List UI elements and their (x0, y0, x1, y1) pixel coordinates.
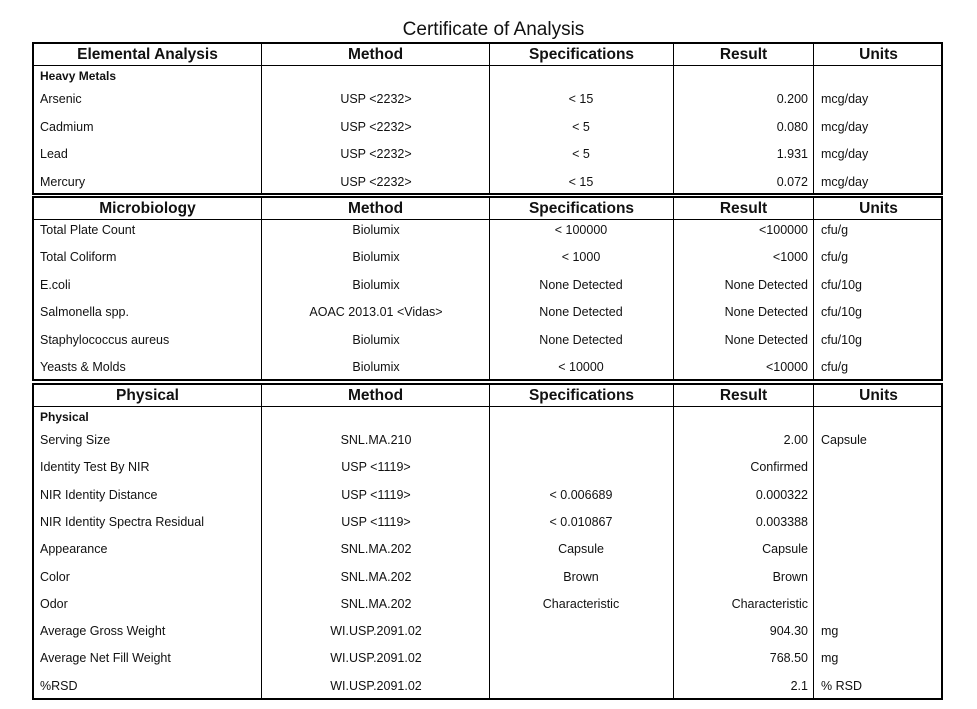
specification-cell: Capsule (558, 542, 604, 557)
units-column-header: Units (859, 46, 898, 63)
units-column-header: Units (859, 387, 898, 404)
result-cell: 0.003388 (755, 514, 808, 529)
analyte-name: Color (40, 569, 70, 584)
specification-cell: Brown (563, 569, 599, 584)
result-column-header: Result (719, 46, 768, 63)
document-title: Certificate of Analysis (402, 19, 585, 40)
units-cell: mg (821, 624, 839, 639)
specification-cell: < 1000 (561, 250, 601, 265)
result-cell: <10000 (765, 360, 808, 374)
result-cell: Capsule (762, 542, 808, 557)
method-cell: USP <2232> (340, 119, 412, 134)
analyte-name: Yeasts & Molds (40, 360, 126, 374)
result-cell: Brown (772, 569, 808, 584)
units-cell: cfu/g (821, 250, 849, 265)
units-column-header: Units (859, 200, 898, 217)
specification-cell: < 0.006689 (549, 487, 613, 502)
units-cell: mg (821, 651, 839, 666)
result-column-header: Result (719, 200, 768, 217)
units-cell: mcg/day (821, 174, 869, 189)
method-cell: SNL.MA.210 (340, 433, 412, 447)
result-cell: 2.00 (783, 433, 808, 447)
result-cell: 0.200 (776, 92, 808, 106)
method-cell: Biolumix (352, 277, 400, 292)
analyte-name: Identity Test By NIR (40, 460, 150, 475)
section-header: Microbiology (99, 200, 196, 217)
units-cell: cfu/g (821, 360, 849, 374)
microbiology-section (32, 196, 943, 381)
header-divider (34, 65, 941, 66)
result-cell: None Detected (724, 332, 808, 347)
result-cell: 1.931 (776, 147, 808, 161)
analyte-name: E.coli (40, 277, 71, 292)
result-cell: 0.080 (776, 119, 808, 134)
analyte-name: Average Gross Weight (40, 624, 166, 639)
specification-cell: < 5 (572, 119, 590, 134)
specifications-column-header: Specifications (528, 46, 635, 63)
section-subheader: Heavy Metals (40, 69, 117, 83)
method-cell: SNL.MA.202 (340, 596, 412, 611)
specification-cell: Characteristic (542, 596, 620, 611)
method-cell: USP <1119> (341, 487, 411, 502)
method-cell: Biolumix (352, 250, 400, 265)
result-cell: 904.30 (769, 624, 808, 639)
section-header: Elemental Analysis (77, 46, 218, 63)
analyte-name: Lead (40, 147, 68, 161)
specification-cell: < 100000 (554, 223, 608, 237)
units-cell: cfu/10g (821, 305, 863, 320)
result-cell: 0.000322 (755, 487, 808, 502)
specification-cell: None Detected (539, 277, 623, 292)
method-cell: USP <2232> (340, 174, 412, 189)
method-cell: USP <2232> (340, 147, 412, 161)
result-cell: 2.1 (790, 678, 808, 693)
specifications-column-header: Specifications (528, 200, 635, 217)
units-cell: mcg/day (821, 92, 869, 106)
method-cell: SNL.MA.202 (340, 542, 412, 557)
column-divider (813, 198, 814, 379)
units-cell: % RSD (821, 678, 862, 693)
method-cell: USP <2232> (340, 92, 412, 106)
method-cell: Biolumix (352, 223, 400, 237)
specification-cell: < 0.010867 (549, 514, 613, 529)
method-cell: SNL.MA.202 (340, 569, 412, 584)
method-cell: WI.USP.2091.02 (330, 651, 422, 666)
section-subheader: Physical (40, 410, 89, 424)
result-cell: None Detected (724, 277, 808, 292)
analyte-name: Total Coliform (40, 250, 117, 265)
specification-cell: < 15 (568, 174, 594, 189)
analyte-name: Staphylococcus aureus (40, 332, 170, 347)
result-cell: 768.50 (769, 651, 808, 666)
result-cell: Characteristic (731, 596, 808, 611)
analyte-name: Serving Size (40, 433, 111, 447)
specification-cell: < 10000 (558, 360, 604, 374)
column-divider (813, 385, 814, 698)
method-cell: WI.USP.2091.02 (330, 624, 422, 639)
specification-cell: < 5 (572, 147, 590, 161)
units-cell: cfu/10g (821, 277, 863, 292)
method-column-header: Method (347, 46, 404, 63)
analyte-name: Total Plate Count (40, 223, 136, 237)
header-divider (34, 219, 941, 220)
result-cell: None Detected (724, 305, 808, 320)
result-cell: 0.072 (776, 174, 808, 189)
method-column-header: Method (347, 200, 404, 217)
specification-cell: None Detected (539, 305, 623, 320)
specification-cell: None Detected (539, 332, 623, 347)
specification-cell: < 15 (568, 92, 594, 106)
elemental-analysis-section (32, 42, 943, 195)
method-cell: WI.USP.2091.02 (330, 678, 422, 693)
units-cell: cfu/g (821, 223, 849, 237)
analyte-name: %RSD (40, 678, 78, 693)
method-cell: Biolumix (352, 332, 400, 347)
units-cell: mcg/day (821, 119, 869, 134)
specifications-column-header: Specifications (528, 387, 635, 404)
units-cell: mcg/day (821, 147, 869, 161)
analyte-name: Arsenic (40, 92, 82, 106)
physical-section (32, 383, 943, 700)
method-cell: Biolumix (352, 360, 400, 374)
analyte-name: Mercury (40, 174, 86, 189)
result-cell: Confirmed (750, 460, 808, 475)
result-cell: <100000 (758, 223, 808, 237)
column-divider (813, 44, 814, 193)
method-cell: AOAC 2013.01 <Vidas> (309, 305, 443, 320)
analyte-name: NIR Identity Distance (40, 487, 158, 502)
method-column-header: Method (347, 387, 404, 404)
header-divider (34, 406, 941, 407)
method-cell: USP <1119> (341, 460, 411, 475)
method-cell: USP <1119> (341, 514, 411, 529)
analyte-name: Appearance (40, 542, 108, 557)
analyte-name: Cadmium (40, 119, 94, 134)
analyte-name: Salmonella spp. (40, 305, 129, 320)
units-cell: cfu/10g (821, 332, 863, 347)
section-header: Physical (116, 387, 179, 404)
units-cell: Capsule (821, 433, 867, 447)
result-cell: <1000 (772, 250, 808, 265)
analyte-name: Average Net Fill Weight (40, 651, 171, 666)
result-column-header: Result (719, 387, 768, 404)
analyte-name: NIR Identity Spectra Residual (40, 514, 204, 529)
analyte-name: Odor (40, 596, 68, 611)
